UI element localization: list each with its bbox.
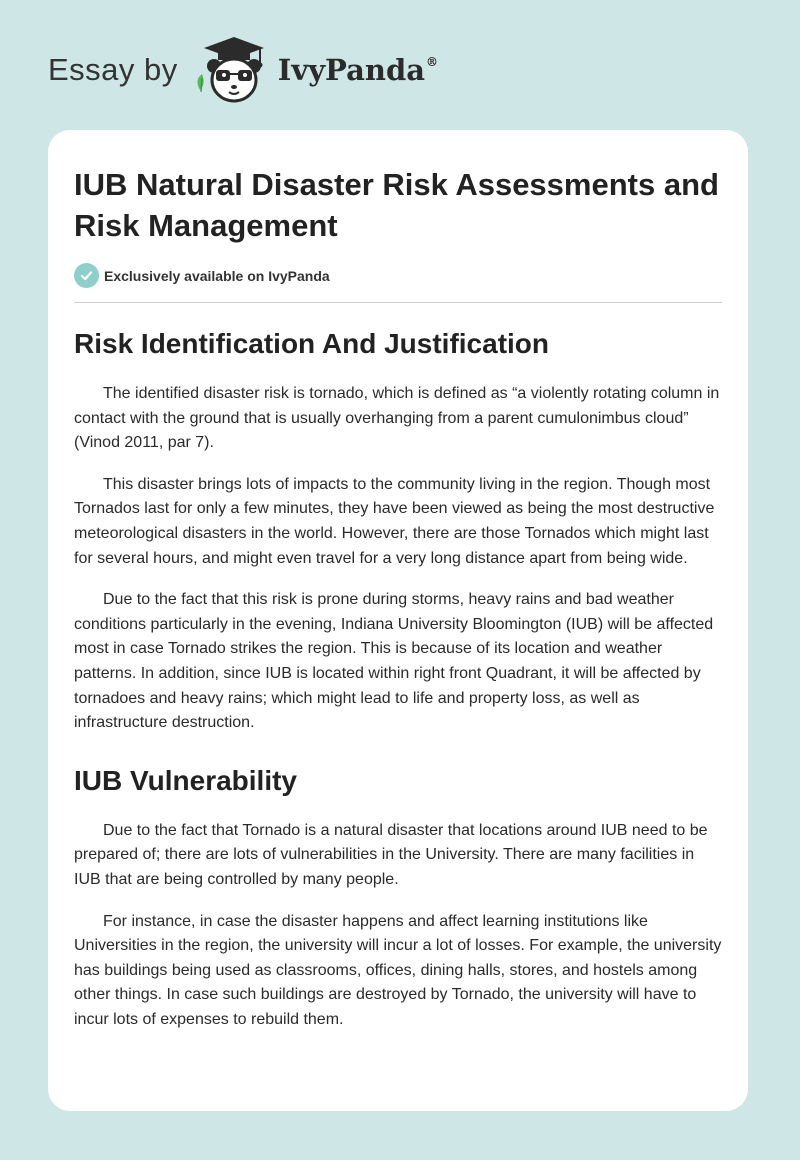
divider <box>74 302 722 303</box>
panda-graduate-icon <box>190 34 274 106</box>
brand-name[interactable]: IvyPanda® <box>277 53 439 87</box>
exclusive-badge <box>74 263 722 288</box>
paragraph: For instance, in case the disaster happens and affect learning institutions like Universities in the region, the university will incur a lot of losses. For example, the university has buildings being used as classrooms, offices, dining halls, stores, and hostels among other things. In case such buildings are destroyed by Tornado, the university will have to incur lots of expenses to rebuild them. <box>74 912 722 1028</box>
section-heading: IUB Vulnerability <box>74 764 298 796</box>
section-heading: Risk Identification And Justification <box>74 328 550 359</box>
paragraph: Due to the fact that Tornado is a natural disaster that locations around IUB need to be prepared of; there are lots of vulnerabilities in the University. There are many facilities in IUB that are being controlled by many people. <box>74 821 708 888</box>
page-title: IUB Natural Disaster Risk Assessments and Risk Management <box>74 167 719 243</box>
essay-by-label: Essay by <box>48 52 178 87</box>
badge-text: Exclusively available on IvyPanda <box>104 267 330 284</box>
paragraph: The identified disaster risk is tornado, which is defined as “a violently rotating column in contact with the ground that is usually overhanging from a parent cumulonimbus cloud” (Vinod 2011, par 7). <box>74 385 720 452</box>
essay-card <box>48 130 748 1111</box>
site-header <box>48 30 438 110</box>
check-icon <box>74 263 99 288</box>
paragraph: Due to the fact that this risk is prone during storms, heavy rains and bad weather conditions particularly in the evening, Indiana University Bloomington (IUB) will be affected most in case Tornado strikes the region. This is because of its location and weather patterns. In addition, since IUB is located within right front Quadrant, it will be affected by tornadoes and heavy rains; which might lead to life and property loss, as well as infrastructure destruction. <box>74 591 714 732</box>
paragraph: This disaster brings lots of impacts to the community living in the region. Though most Tornados last for only a few minutes, they have been viewed as being the most destructive meteorological disasters in the world. However, there are those Tornados which might last for several hours, and might even travel for a very long distance apart from being wide. <box>74 475 715 567</box>
